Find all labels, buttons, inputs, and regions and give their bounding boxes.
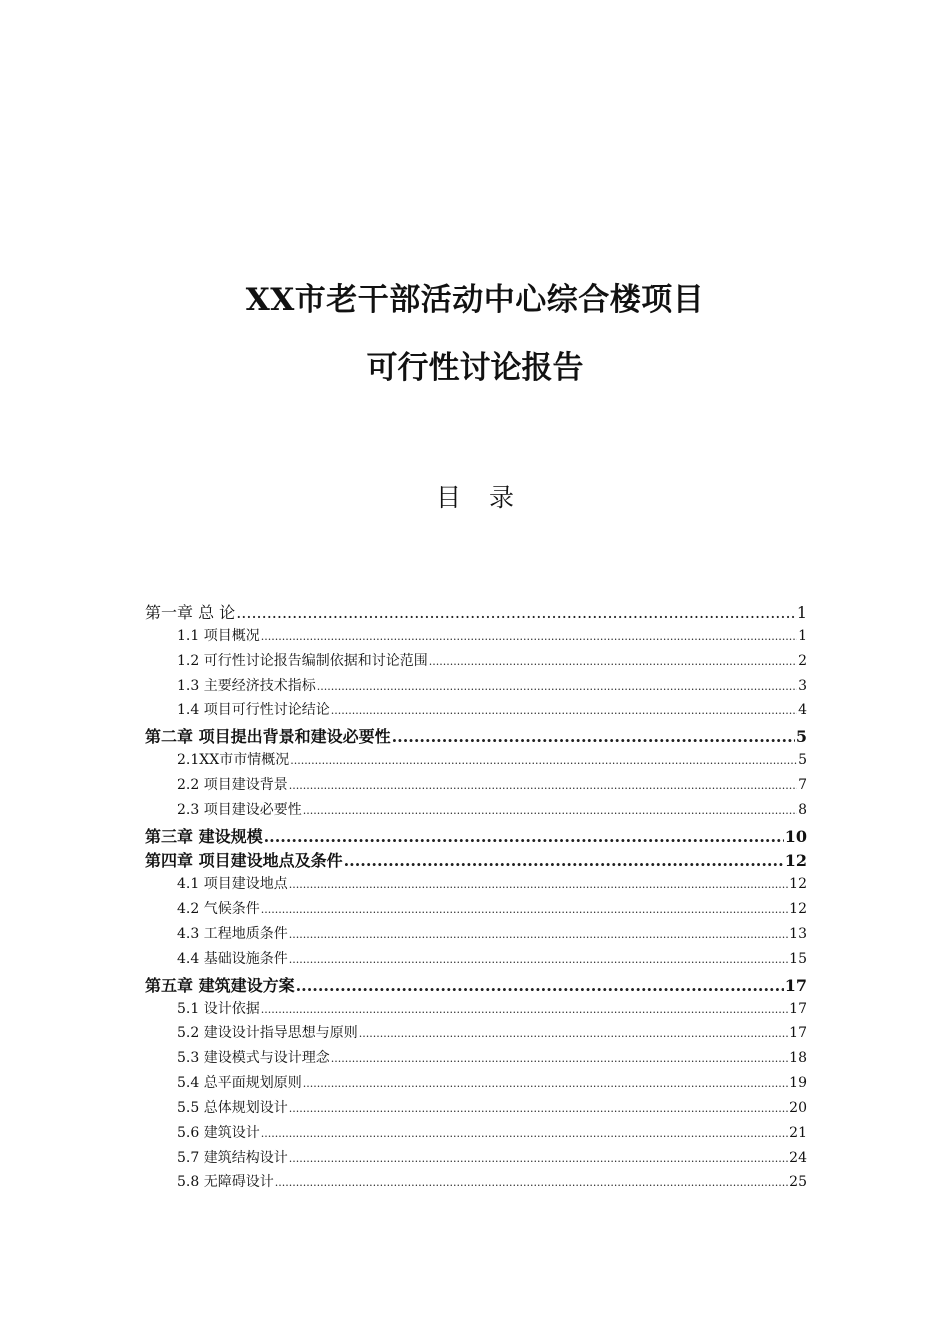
toc-entry-page-number: 8 (798, 801, 807, 818)
toc-entry-page-number: 5 (798, 752, 807, 769)
toc-entry-label: 1.2 可行性讨论报告编制依据和讨论范围 (177, 652, 428, 669)
toc-entry-page-number: 25 (789, 1174, 807, 1191)
toc-entry-label: 1.4 项目可行性讨论结论 (177, 702, 330, 719)
toc-dot-leader (392, 727, 795, 746)
toc-section-entry[interactable] (145, 1171, 807, 1196)
toc-chapter-entry[interactable] (145, 600, 807, 625)
toc-dot-leader (289, 928, 788, 941)
toc-entry-label: 5.7 建筑结构设计 (177, 1149, 288, 1166)
toc-entry-page-number: 17 (789, 1025, 807, 1042)
toc-section-entry[interactable] (145, 923, 807, 948)
toc-entry-label: 第四章 项目建设地点及条件 (145, 851, 343, 871)
toc-entry-page-number: 4 (798, 702, 807, 719)
toc-entry-page-number: 19 (789, 1075, 807, 1092)
toc-dot-leader (236, 603, 796, 622)
toc-chapter-entry[interactable] (145, 973, 807, 998)
toc-entry-label: 2.3 项目建设必要性 (177, 801, 302, 818)
document-subtitle: 可行性讨论报告 (366, 350, 584, 386)
toc-section-entry[interactable] (145, 1122, 807, 1147)
toc-section-entry[interactable] (145, 1097, 807, 1122)
toc-chapter-entry[interactable] (145, 848, 807, 873)
toc-section-entry[interactable] (145, 948, 807, 973)
toc-section-entry[interactable] (145, 1072, 807, 1097)
toc-entry-label: 5.4 总平面规划原则 (177, 1075, 302, 1092)
toc-entry-label: 4.1 项目建设地点 (177, 876, 288, 893)
toc-entry-label: 第五章 建筑建设方案 (145, 975, 295, 995)
toc-dot-leader (275, 1176, 788, 1189)
toc-section-entry[interactable] (145, 799, 807, 824)
toc-entry-page-number: 12 (784, 851, 807, 871)
toc-section-entry[interactable] (145, 1047, 807, 1072)
toc-entry-label: 5.8 无障碍设计 (177, 1174, 274, 1191)
toc-entry-label: 1.3 主要经济技术指标 (177, 677, 316, 694)
toc-heading-char-2: 录 (489, 483, 515, 512)
toc-entry-page-number: 7 (798, 776, 807, 793)
toc-dot-leader (264, 827, 784, 846)
toc-section-entry[interactable] (145, 699, 807, 724)
toc-entry-label: 5.5 总体规划设计 (177, 1099, 288, 1116)
toc-section-entry[interactable] (145, 625, 807, 650)
toc-entry-label: 4.4 基础设施条件 (177, 950, 288, 967)
toc-dot-leader (289, 779, 797, 792)
toc-dot-leader (289, 953, 788, 966)
toc-dot-leader (289, 1152, 788, 1165)
toc-chapter-entry[interactable] (145, 724, 807, 749)
toc-section-entry[interactable] (145, 1147, 807, 1172)
toc-dot-leader (289, 878, 788, 891)
toc-dot-leader (303, 1077, 788, 1090)
toc-section-entry[interactable] (145, 675, 807, 700)
toc-entry-page-number: 17 (789, 1000, 807, 1017)
document-title: XX市老干部活动中心综合楼项目 (245, 282, 705, 318)
toc-heading (0, 478, 950, 514)
toc-entry-page-number: 17 (784, 975, 807, 995)
toc-section-entry[interactable] (145, 873, 807, 898)
toc-dot-leader (359, 1027, 788, 1040)
toc-section-entry[interactable] (145, 749, 807, 774)
toc-entry-label: 5.2 建设设计指导思想与原则 (177, 1025, 358, 1042)
toc-entry-page-number: 13 (789, 925, 807, 942)
toc-heading-char-1: 目 (435, 483, 461, 512)
toc-entry-page-number: 5 (795, 727, 807, 747)
toc-entry-label: 第三章 建设规模 (145, 826, 263, 846)
toc-entry-label: 5.6 建筑设计 (177, 1124, 260, 1141)
toc-dot-leader (290, 754, 797, 767)
toc-section-entry[interactable] (145, 650, 807, 675)
toc-entry-label: 2.2 项目建设背景 (177, 776, 288, 793)
toc-entry-label: 第一章 总 论 (145, 603, 236, 622)
toc-entry-label: 5.3 建设模式与设计理念 (177, 1050, 330, 1067)
toc-entry-page-number: 12 (789, 876, 807, 893)
toc-section-entry[interactable] (145, 1022, 807, 1047)
table-of-contents (145, 600, 807, 1196)
toc-dot-leader (261, 1127, 788, 1140)
toc-entry-label: 2.1XX市市情概况 (177, 752, 290, 769)
toc-dot-leader (296, 976, 784, 995)
toc-entry-label: 1.1 项目概况 (177, 627, 260, 644)
toc-entry-page-number: 18 (789, 1050, 807, 1067)
toc-entry-page-number: 24 (789, 1149, 807, 1166)
toc-entry-page-number: 2 (798, 652, 807, 669)
toc-dot-leader (331, 1052, 788, 1065)
toc-entry-page-number: 20 (789, 1099, 807, 1116)
toc-dot-leader (344, 851, 784, 870)
toc-entry-page-number: 10 (784, 826, 807, 846)
toc-dot-leader (261, 1003, 788, 1016)
toc-entry-label: 4.3 工程地质条件 (177, 925, 288, 942)
toc-dot-leader (317, 680, 797, 693)
toc-entry-label: 第二章 项目提出背景和建设必要性 (145, 727, 391, 747)
toc-section-entry[interactable] (145, 998, 807, 1023)
toc-section-entry[interactable] (145, 898, 807, 923)
toc-dot-leader (429, 655, 797, 668)
toc-section-entry[interactable] (145, 774, 807, 799)
toc-dot-leader (303, 804, 797, 817)
toc-entry-page-number: 12 (789, 901, 807, 918)
toc-entry-page-number: 15 (789, 950, 807, 967)
toc-entry-label: 4.2 气候条件 (177, 901, 260, 918)
toc-entry-label: 5.1 设计依据 (177, 1000, 260, 1017)
toc-entry-page-number: 1 (798, 627, 807, 644)
toc-chapter-entry[interactable] (145, 824, 807, 849)
toc-dot-leader (261, 630, 797, 643)
toc-entry-page-number: 1 (796, 603, 807, 622)
toc-entry-page-number: 21 (789, 1124, 807, 1141)
toc-dot-leader (331, 704, 797, 717)
toc-dot-leader (261, 903, 788, 916)
toc-dot-leader (289, 1102, 788, 1115)
toc-entry-page-number: 3 (798, 677, 807, 694)
